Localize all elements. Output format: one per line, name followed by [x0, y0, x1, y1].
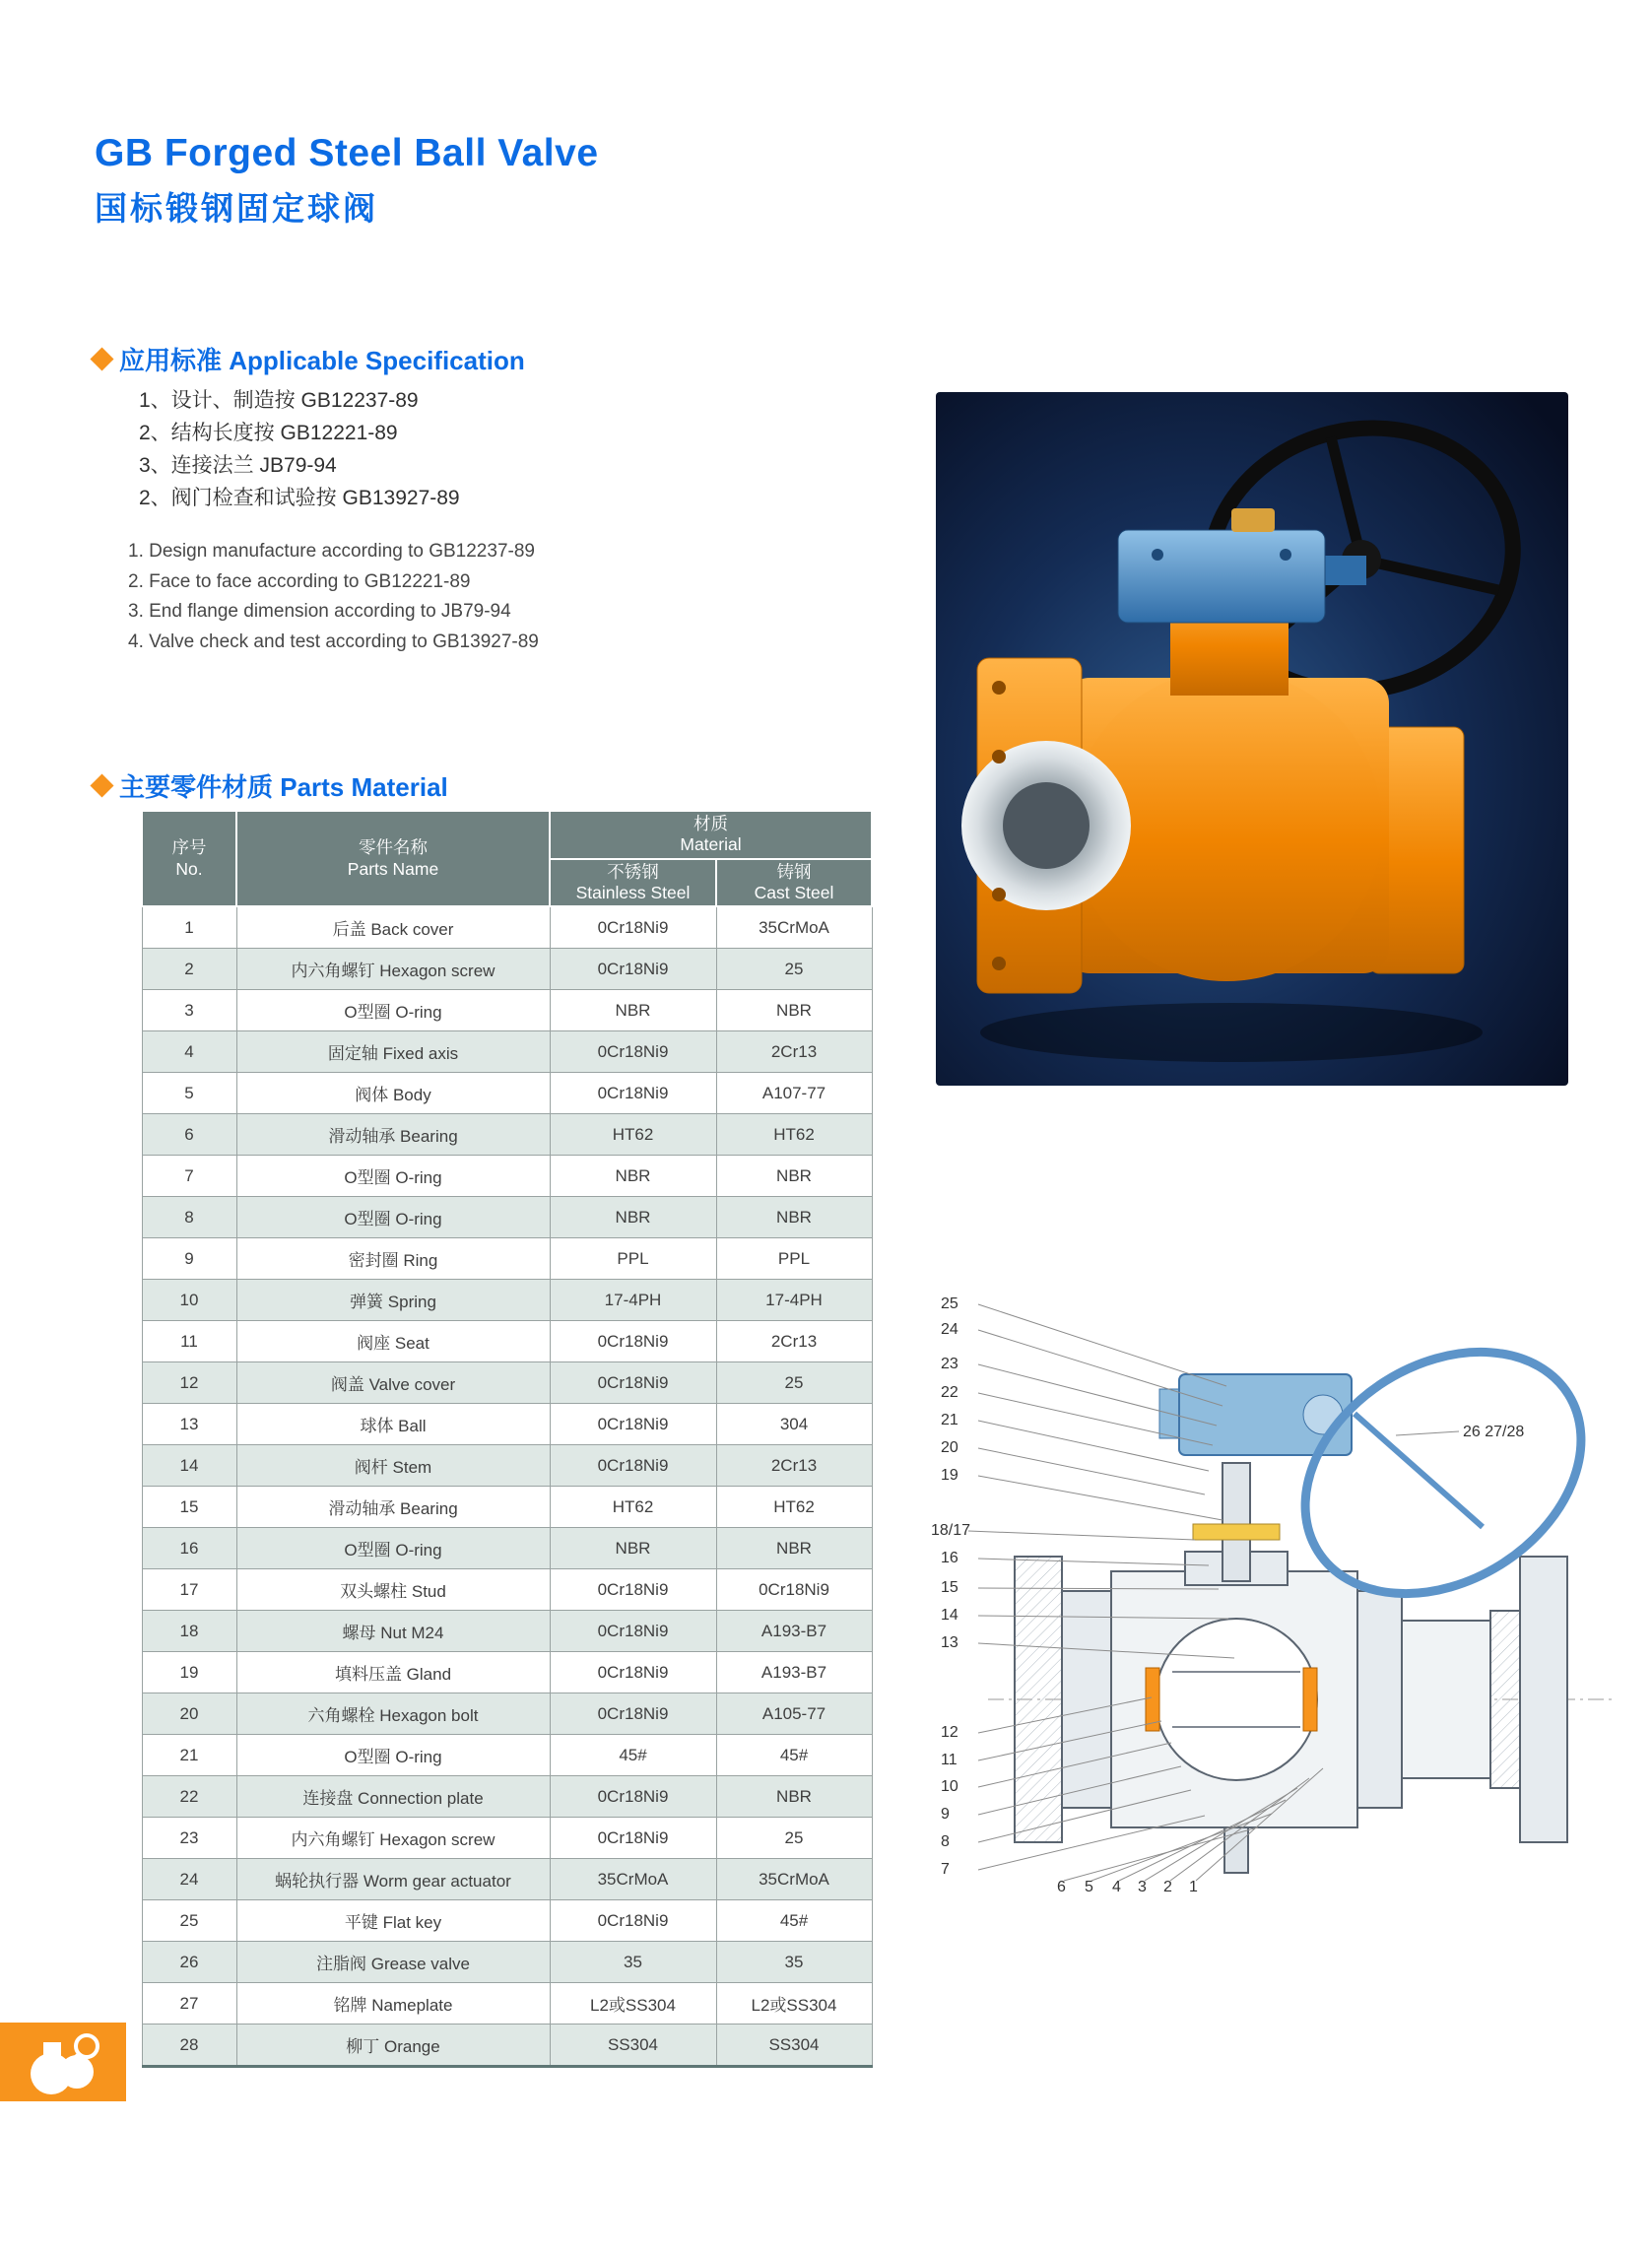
cell-no: 11 — [142, 1321, 236, 1362]
cell-name: 螺母 Nut M24 — [236, 1611, 550, 1652]
cell-stainless: 0Cr18Ni9 — [550, 1776, 716, 1818]
header-zh: 序号 — [171, 837, 207, 858]
cell-no: 2 — [142, 949, 236, 990]
cell-name: O型圈 O-ring — [236, 1735, 550, 1776]
cell-cast: HT62 — [716, 1114, 872, 1156]
cell-no: 8 — [142, 1197, 236, 1238]
callout-label: 13 — [941, 1634, 958, 1651]
spec-heading-text: 应用标准 Applicable Specification — [119, 346, 525, 375]
callout-label: 1 — [1189, 1879, 1198, 1895]
cell-cast: 304 — [716, 1404, 872, 1445]
cell-stainless: HT62 — [550, 1114, 716, 1156]
cell-cast: NBR — [716, 990, 872, 1031]
cell-stainless: NBR — [550, 990, 716, 1031]
cell-name: 填料压盖 Gland — [236, 1652, 550, 1693]
table-row — [142, 1528, 872, 1569]
callout-label: 19 — [941, 1467, 958, 1484]
cell-cast: 25 — [716, 949, 872, 990]
callout-label: 5 — [1085, 1879, 1093, 1895]
header-en: Cast Steel — [754, 883, 834, 903]
cell-no: 28 — [142, 2025, 236, 2067]
table-row — [142, 1156, 872, 1197]
header-en: Parts Name — [347, 858, 439, 879]
parts-material-table — [141, 810, 873, 2068]
header-zh: 不锈钢 — [607, 861, 659, 882]
cell-stainless: 17-4PH — [550, 1280, 716, 1321]
diamond-icon — [90, 347, 113, 370]
cell-name: 弹簧 Spring — [236, 1280, 550, 1321]
cell-cast: A193-B7 — [716, 1611, 872, 1652]
cell-name: 球体 Ball — [236, 1404, 550, 1445]
cell-name: 滑动轴承 Bearing — [236, 1114, 550, 1156]
cell-name: O型圈 O-ring — [236, 1197, 550, 1238]
cell-stainless: 0Cr18Ni9 — [550, 1404, 716, 1445]
table-row — [142, 1611, 872, 1652]
cell-no: 6 — [142, 1114, 236, 1156]
cell-cast: HT62 — [716, 1487, 872, 1528]
cell-cast: A105-77 — [716, 1693, 872, 1735]
cell-stainless: 0Cr18Ni9 — [550, 1652, 716, 1693]
cross-section-diagram — [931, 1276, 1620, 1916]
table-row — [142, 1114, 872, 1156]
table-row — [142, 1238, 872, 1280]
cell-name: 滑动轴承 Bearing — [236, 1487, 550, 1528]
spec-item: 3. End flange dimension according to JB79-94 — [128, 601, 511, 622]
cell-name: 内六角螺钉 Hexagon screw — [236, 949, 550, 990]
callout-label: 20 — [941, 1439, 958, 1456]
cell-stainless: 0Cr18Ni9 — [550, 906, 716, 949]
table-row — [142, 949, 872, 990]
cell-name: 蜗轮执行器 Worm gear actuator — [236, 1859, 550, 1900]
header-en: Stainless Steel — [575, 883, 691, 903]
ball-valve-icon — [0, 2023, 126, 2101]
cell-name: 柳丁 Orange — [236, 2025, 550, 2067]
cell-name: 内六角螺钉 Hexagon screw — [236, 1818, 550, 1859]
table-row — [142, 1197, 872, 1238]
cell-stainless: 0Cr18Ni9 — [550, 1321, 716, 1362]
cell-no: 26 — [142, 1942, 236, 1983]
cell-name: 注脂阀 Grease valve — [236, 1942, 550, 1983]
cell-name: 后盖 Back cover — [236, 906, 550, 949]
cell-stainless: 45# — [550, 1735, 716, 1776]
cell-stainless: 0Cr18Ni9 — [550, 1818, 716, 1859]
cell-no: 12 — [142, 1362, 236, 1404]
table-row — [142, 990, 872, 1031]
table-row — [142, 1776, 872, 1818]
cell-name: 连接盘 Connection plate — [236, 1776, 550, 1818]
callout-label: 26 27/28 — [1463, 1424, 1525, 1440]
cell-name: O型圈 O-ring — [236, 1156, 550, 1197]
table-row — [142, 1073, 872, 1114]
column-header-cast-steel — [716, 859, 872, 907]
cell-no: 5 — [142, 1073, 236, 1114]
callout-label: 3 — [1138, 1879, 1147, 1895]
table-row — [142, 1818, 872, 1859]
cell-name: 阀盖 Valve cover — [236, 1362, 550, 1404]
cell-stainless: 0Cr18Ni9 — [550, 1445, 716, 1487]
cell-no: 4 — [142, 1031, 236, 1073]
parts-heading-text: 主要零件材质 Parts Material — [119, 772, 448, 802]
callout-label: 11 — [941, 1752, 958, 1768]
header-zh: 铸钢 — [776, 861, 812, 882]
header-zh: 材质 — [694, 814, 728, 833]
cell-name: 双头螺柱 Stud — [236, 1569, 550, 1611]
cell-stainless: NBR — [550, 1197, 716, 1238]
cell-cast: NBR — [716, 1776, 872, 1818]
cell-no: 14 — [142, 1445, 236, 1487]
cell-no: 18 — [142, 1611, 236, 1652]
column-header-material — [550, 811, 872, 859]
cell-stainless: 0Cr18Ni9 — [550, 1031, 716, 1073]
cell-cast: 35 — [716, 1942, 872, 1983]
cell-cast: NBR — [716, 1528, 872, 1569]
spec-item: 2、结构长度按 GB12221-89 — [139, 422, 398, 444]
callout-label: 18/17 — [931, 1522, 971, 1539]
cell-cast: PPL — [716, 1238, 872, 1280]
column-header-stainless-steel — [550, 859, 716, 907]
cell-cast: 25 — [716, 1362, 872, 1404]
cell-stainless: NBR — [550, 1156, 716, 1197]
cell-cast: 2Cr13 — [716, 1445, 872, 1487]
cell-no: 10 — [142, 1280, 236, 1321]
cell-no: 19 — [142, 1652, 236, 1693]
cell-cast: L2或SS304 — [716, 1983, 872, 2025]
cell-stainless: 35CrMoA — [550, 1859, 716, 1900]
cell-no: 22 — [142, 1776, 236, 1818]
product-photo — [936, 392, 1568, 1086]
cell-name: O型圈 O-ring — [236, 1528, 550, 1569]
cell-cast: 35CrMoA — [716, 1859, 872, 1900]
cell-no: 7 — [142, 1156, 236, 1197]
spec-section-heading — [94, 341, 525, 377]
callout-label: 16 — [941, 1550, 958, 1566]
table-row — [142, 1031, 872, 1073]
cell-cast: 25 — [716, 1818, 872, 1859]
table-row — [142, 1445, 872, 1487]
diamond-icon — [90, 773, 113, 797]
page-title-chinese: 国标锻钢固定球阀 — [95, 190, 378, 227]
callout-label: 22 — [941, 1384, 958, 1401]
spec-item: 3、连接法兰 JB79-94 — [139, 454, 337, 477]
cell-name: 六角螺栓 Hexagon bolt — [236, 1693, 550, 1735]
page-title: GB Forged Steel Ball Valve — [95, 132, 599, 174]
cell-stainless: 0Cr18Ni9 — [550, 1569, 716, 1611]
cell-cast: 17-4PH — [716, 1280, 872, 1321]
cell-stainless: SS304 — [550, 2025, 716, 2067]
callout-label: 23 — [941, 1356, 958, 1372]
spec-item: 2. Face to face according to GB12221-89 — [128, 570, 471, 592]
cell-stainless: 0Cr18Ni9 — [550, 1611, 716, 1652]
cell-no: 17 — [142, 1569, 236, 1611]
cell-cast: SS304 — [716, 2025, 872, 2067]
callout-label: 15 — [941, 1579, 958, 1596]
table-row — [142, 1404, 872, 1445]
valve-drawing — [931, 1276, 1620, 1916]
table-row — [142, 1487, 872, 1528]
cell-stainless: 0Cr18Ni9 — [550, 1693, 716, 1735]
cell-cast: 45# — [716, 1900, 872, 1942]
cell-stainless: HT62 — [550, 1487, 716, 1528]
table-row — [142, 1983, 872, 2025]
cell-cast: 2Cr13 — [716, 1321, 872, 1362]
cell-stainless: PPL — [550, 1238, 716, 1280]
table-row — [142, 906, 872, 949]
table-row — [142, 1280, 872, 1321]
cell-cast: A193-B7 — [716, 1652, 872, 1693]
valve-photo-illustration — [936, 392, 1568, 1086]
cell-stainless: 0Cr18Ni9 — [550, 949, 716, 990]
column-header-parts-name — [236, 811, 550, 906]
cell-no: 23 — [142, 1818, 236, 1859]
cell-no: 1 — [142, 906, 236, 949]
cell-no: 15 — [142, 1487, 236, 1528]
cell-no: 3 — [142, 990, 236, 1031]
callout-label: 21 — [941, 1412, 958, 1428]
table-row — [142, 1362, 872, 1404]
cell-no: 24 — [142, 1859, 236, 1900]
cell-name: 阀杆 Stem — [236, 1445, 550, 1487]
cell-name: 阀体 Body — [236, 1073, 550, 1114]
cell-name: 铭牌 Nameplate — [236, 1983, 550, 2025]
cell-stainless: 0Cr18Ni9 — [550, 1073, 716, 1114]
cell-cast: NBR — [716, 1156, 872, 1197]
spec-item: 4. Valve check and test according to GB13927-89 — [128, 631, 539, 652]
cell-cast: 35CrMoA — [716, 906, 872, 949]
cell-no: 27 — [142, 1983, 236, 2025]
logo-ball-valve — [0, 2023, 126, 2101]
spec-list-english — [128, 537, 539, 657]
cell-cast: 45# — [716, 1735, 872, 1776]
table-row — [142, 1652, 872, 1693]
cell-name: 固定轴 Fixed axis — [236, 1031, 550, 1073]
header-en: No. — [175, 858, 203, 879]
cell-no: 21 — [142, 1735, 236, 1776]
cell-stainless: NBR — [550, 1528, 716, 1569]
table-row — [142, 1693, 872, 1735]
cell-cast: NBR — [716, 1197, 872, 1238]
callout-label: 7 — [941, 1861, 950, 1878]
callout-label: 4 — [1112, 1879, 1121, 1895]
parts-section-heading — [94, 767, 448, 804]
cell-no: 9 — [142, 1238, 236, 1280]
cell-no: 25 — [142, 1900, 236, 1942]
callout-label: 9 — [941, 1806, 950, 1823]
spec-item: 1、设计、制造按 GB12237-89 — [139, 389, 419, 412]
cell-no: 13 — [142, 1404, 236, 1445]
cell-cast: 2Cr13 — [716, 1031, 872, 1073]
callout-label: 6 — [1057, 1879, 1066, 1895]
spec-list-chinese — [139, 384, 460, 514]
table-row — [142, 1900, 872, 1942]
cell-cast: 0Cr18Ni9 — [716, 1569, 872, 1611]
column-header-no — [142, 811, 236, 906]
parts-table-body — [142, 906, 872, 2067]
table-row — [142, 1569, 872, 1611]
cell-name: O型圈 O-ring — [236, 990, 550, 1031]
table-row — [142, 1321, 872, 1362]
table-row — [142, 1859, 872, 1900]
cell-name: 平键 Flat key — [236, 1900, 550, 1942]
cell-cast: A107-77 — [716, 1073, 872, 1114]
spec-item: 1. Design manufacture according to GB12237-89 — [128, 541, 535, 562]
table-row — [142, 1942, 872, 1983]
callout-label: 2 — [1163, 1879, 1172, 1895]
cell-stainless: L2或SS304 — [550, 1983, 716, 2025]
spec-item: 2、阀门检查和试验按 GB13927-89 — [139, 487, 460, 509]
callout-label: 14 — [941, 1607, 958, 1624]
callout-label: 10 — [941, 1778, 958, 1795]
table-row — [142, 1735, 872, 1776]
cell-name: 密封圈 Ring — [236, 1238, 550, 1280]
cell-name: 阀座 Seat — [236, 1321, 550, 1362]
callout-label: 12 — [941, 1724, 958, 1741]
cell-no: 16 — [142, 1528, 236, 1569]
cell-stainless: 0Cr18Ni9 — [550, 1900, 716, 1942]
header-en: Material — [680, 834, 742, 855]
cell-stainless: 0Cr18Ni9 — [550, 1362, 716, 1404]
callout-label: 8 — [941, 1833, 950, 1850]
cell-no: 20 — [142, 1693, 236, 1735]
cell-stainless: 35 — [550, 1942, 716, 1983]
header-zh: 零件名称 — [359, 837, 428, 858]
table-row — [142, 2025, 872, 2067]
callout-label: 24 — [941, 1321, 958, 1338]
callout-label: 25 — [941, 1295, 958, 1312]
